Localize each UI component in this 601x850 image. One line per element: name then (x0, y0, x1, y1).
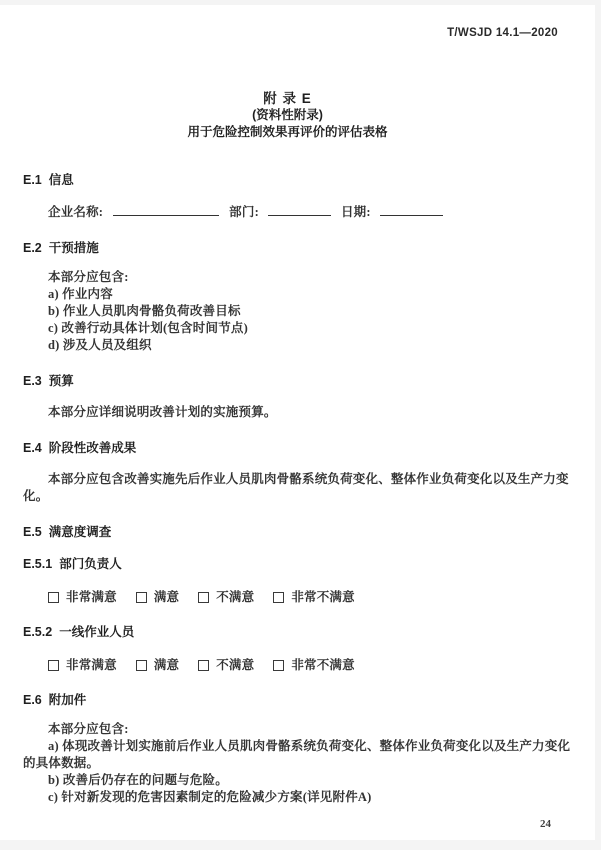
section-e52-heading (23, 625, 595, 639)
company-name-blank (113, 203, 219, 216)
e6-list-item: a) 体现改善计划实施前后作业人员肌肉骨骼系统负荷变化、整体作业负荷变化以及生产力变化的具体数据。 (23, 739, 571, 770)
e52-option-very-unsatisfied (273, 657, 355, 673)
e2-intro: 本部分应包含: (48, 270, 129, 284)
option-label: 不满意 (216, 658, 255, 672)
checkbox-icon (48, 660, 59, 671)
section-e52-number: E.5.2 (23, 625, 53, 639)
date-blank (380, 203, 443, 216)
checkbox-icon (136, 660, 147, 671)
e2-list-item: b) 作业人员肌肉骨骼负荷改善目标 (48, 304, 241, 318)
option-label: 非常不满意 (291, 658, 355, 672)
section-e5-heading (23, 525, 595, 539)
checkbox-icon (48, 592, 59, 603)
checkbox-icon (273, 592, 284, 603)
checkbox-icon (198, 660, 209, 671)
section-e5-number: E.5 (23, 525, 42, 539)
department-label: 部门: (229, 205, 259, 219)
option-label: 满意 (153, 658, 180, 672)
appendix-title (0, 90, 575, 141)
page-number: 24 (540, 818, 551, 830)
appendix-title-line1: 附 录 E (263, 91, 312, 106)
section-e51-heading (23, 557, 595, 571)
option-label: 满意 (153, 590, 180, 604)
appendix-title-line2: (资料性附录) (252, 108, 323, 122)
e3-body: 本部分应详细说明改善计划的实施预算。 (48, 405, 277, 419)
checkbox-icon (198, 592, 209, 603)
doc-code: T/WSJD 14.1—2020 (447, 27, 558, 39)
e51-option-satisfied (136, 589, 179, 605)
option-label: 非常满意 (66, 658, 117, 672)
section-e3-number: E.3 (23, 374, 42, 388)
e4-body: 本部分应包含改善实施先后作业人员肌肉骨骼系统负荷变化、整体作业负荷变化以及生产力变化。 (23, 472, 569, 503)
section-e6-title: 附加件 (48, 693, 87, 707)
checkbox-icon (273, 660, 284, 671)
e51-option-very-satisfied (48, 589, 117, 605)
section-e6-number: E.6 (23, 693, 42, 707)
section-e5-title: 满意度调查 (48, 525, 112, 539)
option-label: 非常不满意 (291, 590, 355, 604)
e52-option-satisfied (136, 657, 179, 673)
e52-option-unsatisfied (198, 657, 254, 673)
section-e51-number: E.5.1 (23, 557, 53, 571)
department-blank (268, 203, 331, 216)
section-e52-title: 一线作业人员 (59, 625, 135, 639)
e6-list-item: b) 改善后仍存在的问题与危险。 (48, 773, 228, 787)
section-e1-title: 信息 (48, 173, 74, 187)
document-page (0, 5, 595, 840)
date-label: 日期: (340, 205, 371, 219)
e6-list-item: c) 针对新发现的危害因素制定的危险减少方案(详见附件A) (48, 790, 372, 804)
e52-option-very-satisfied (48, 657, 117, 673)
section-e4-heading (23, 441, 595, 455)
appendix-title-line3: 用于危险控制效果再评价的评估表格 (187, 125, 388, 139)
section-e2-title: 干预措施 (48, 241, 99, 255)
section-e1-heading (23, 173, 595, 187)
e51-option-unsatisfied (198, 589, 254, 605)
section-e4-title: 阶段性改善成果 (48, 441, 137, 455)
info-fields-row (48, 203, 595, 221)
section-e6-heading (23, 693, 595, 707)
e52-satisfaction-options (48, 657, 595, 673)
e2-list-item: c) 改善行动具体计划(包含时间节点) (48, 321, 248, 335)
e6-intro: 本部分应包含: (48, 722, 129, 736)
checkbox-icon (136, 592, 147, 603)
section-e2-number: E.2 (23, 241, 42, 255)
section-e3-heading (23, 374, 595, 388)
section-e51-title: 部门负责人 (59, 557, 122, 571)
e51-satisfaction-options (48, 589, 595, 605)
option-label: 不满意 (216, 590, 255, 604)
section-e2-heading (23, 241, 595, 255)
e51-option-very-unsatisfied (273, 589, 355, 605)
company-name-label: 企业名称: (48, 205, 104, 219)
section-e1-number: E.1 (23, 173, 42, 187)
section-e3-title: 预算 (48, 374, 74, 388)
section-e4-number: E.4 (23, 441, 42, 455)
e2-list-item: a) 作业内容 (48, 287, 113, 301)
option-label: 非常满意 (66, 590, 117, 604)
e2-list-item: d) 涉及人员及组织 (48, 338, 152, 352)
